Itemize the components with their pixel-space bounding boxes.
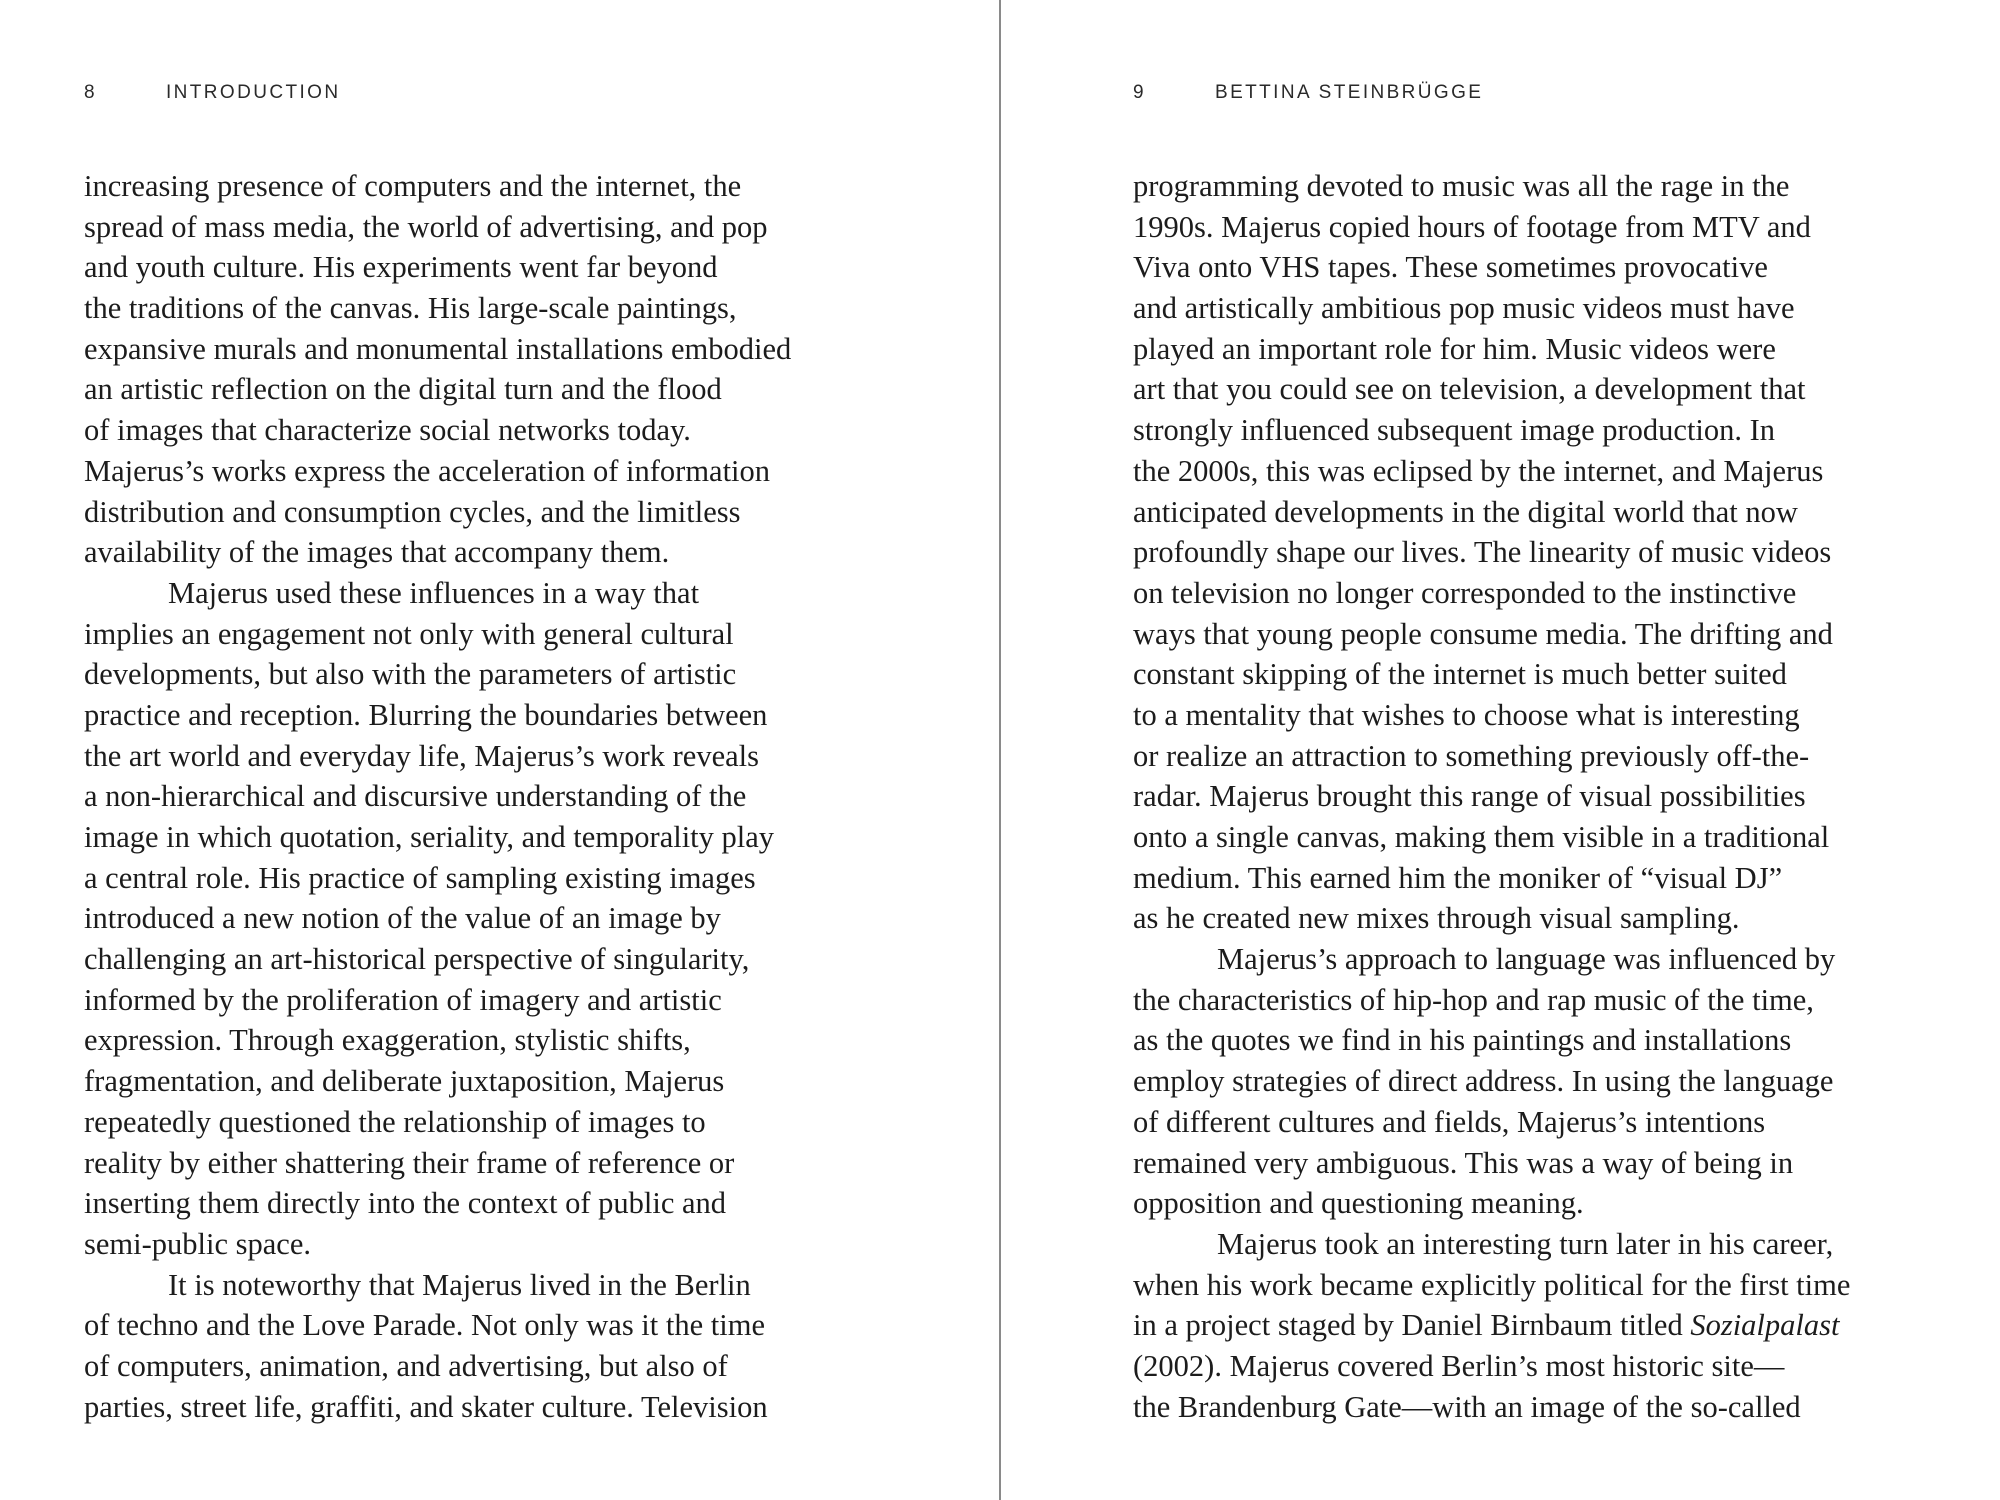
text-line-content: informed by the proliferation of imagery and artistic xyxy=(84,982,722,1017)
text-line-content: Majerus took an interesting turn later in his career, xyxy=(1217,1226,1834,1261)
text-line xyxy=(1133,736,1850,777)
text-line-content: or realize an attraction to something previously off-the- xyxy=(1133,738,1810,773)
text-line xyxy=(1133,1143,1850,1184)
page-number: 9 xyxy=(1133,82,1146,103)
text-line xyxy=(84,736,791,777)
text-line-content: anticipated developments in the digital world that now xyxy=(1133,494,1798,529)
text-line xyxy=(84,939,791,980)
text-line xyxy=(84,1305,791,1346)
text-line xyxy=(1133,532,1850,573)
text-line-content: implies an engagement not only with general cultural xyxy=(84,616,734,651)
text-line-content: Majerus used these influences in a way that xyxy=(168,575,700,610)
text-line xyxy=(1133,614,1850,655)
text-line-content: on television no longer corresponded to the instinctive xyxy=(1133,575,1797,610)
text-line-content: the 2000s, this was eclipsed by the internet, and Majerus xyxy=(1133,453,1824,488)
text-line-content: practice and reception. Blurring the boundaries between xyxy=(84,697,768,732)
text-line-content: an artistic reflection on the digital turn and the flood xyxy=(84,372,722,407)
text-line-content: employ strategies of direct address. In using the language xyxy=(1133,1064,1834,1099)
text-line-content: as he created new mixes through visual sampling. xyxy=(1133,901,1740,936)
text-line-content: in a project staged by Daniel Birnbaum titled xyxy=(1133,1308,1691,1343)
text-line-content: availability of the images that accompany them. xyxy=(84,535,670,570)
text-line-content: developments, but also with the parameters of artistic xyxy=(84,657,737,692)
text-line xyxy=(1133,776,1850,817)
text-line-content: Viva onto VHS tapes. These sometimes provocative xyxy=(1133,250,1768,285)
text-line-content: of images that characterize social networks today. xyxy=(84,413,691,448)
italic-title: Sozialpalast xyxy=(1690,1308,1840,1343)
text-line-content: art that you could see on television, a development that xyxy=(1133,372,1806,407)
text-line xyxy=(1133,654,1850,695)
text-line-content: increasing presence of computers and the internet, the xyxy=(84,169,742,203)
text-line-content: image in which quotation, seriality, and temporality play xyxy=(84,820,775,854)
text-line-content: radar. Majerus brought this range of visual possibilities xyxy=(1133,779,1806,814)
text-line-content: strongly influenced subsequent image production. In xyxy=(1133,413,1776,448)
text-line-content: and artistically ambitious pop music videos must have xyxy=(1133,291,1795,326)
text-line xyxy=(84,817,791,858)
text-line-content: a non-hierarchical and discursive understanding of the xyxy=(84,779,747,814)
text-line xyxy=(84,207,791,248)
text-line-content: Majerus’s approach to language was influenced by xyxy=(1217,942,1836,977)
text-line xyxy=(84,1346,791,1387)
text-line-content: introduced a new notion of the value of an image by xyxy=(84,901,721,936)
text-line xyxy=(84,1183,791,1224)
text-line-content: fragmentation, and deliberate juxtaposition, Majerus xyxy=(84,1064,725,1099)
text-line xyxy=(84,288,791,329)
text-line xyxy=(1133,1061,1850,1102)
text-line-content: a central role. His practice of sampling existing images xyxy=(84,860,756,895)
text-line xyxy=(84,532,791,573)
text-line-content: expression. Through exaggeration, stylistic shifts, xyxy=(84,1023,691,1058)
text-line-content: the art world and everyday life, Majerus’s work reveals xyxy=(84,738,759,773)
text-line xyxy=(1133,898,1850,939)
text-line-content: the characteristics of hip-hop and rap music of the time, xyxy=(1133,982,1814,1017)
text-line xyxy=(84,166,791,207)
text-line xyxy=(84,492,791,533)
text-line xyxy=(1133,695,1850,736)
text-line xyxy=(1133,1346,1850,1387)
text-line-content: the Brandenburg Gate—with an image of the so-called xyxy=(1133,1389,1801,1424)
text-line xyxy=(1133,1102,1850,1143)
text-line-content: 1990s. Majerus copied hours of footage from MTV and xyxy=(1133,209,1811,244)
text-line xyxy=(1133,247,1850,288)
text-line xyxy=(1133,369,1850,410)
text-line-content: as the quotes we find in his paintings and installations xyxy=(1133,1023,1792,1058)
text-line xyxy=(84,654,791,695)
running-head: BETTINA STEINBRÜGGE xyxy=(1215,82,1484,103)
text-line-content: challenging an art-historical perspective of singularity, xyxy=(84,942,750,977)
body-text xyxy=(1133,166,1850,1427)
text-line xyxy=(1133,166,1850,207)
text-line-content: semi-public space. xyxy=(84,1226,311,1261)
text-line xyxy=(84,369,791,410)
text-line xyxy=(1133,1020,1850,1061)
text-line-content: expansive murals and monumental installations embodied xyxy=(84,331,792,366)
text-line xyxy=(1133,451,1850,492)
text-line xyxy=(1133,573,1850,614)
text-line-content: repeatedly questioned the relationship of images to xyxy=(84,1104,706,1139)
text-line-content: played an important role for him. Music videos were xyxy=(1133,331,1776,366)
text-line xyxy=(1133,1265,1850,1306)
text-line-content: to a mentality that wishes to choose what is interesting xyxy=(1133,697,1800,732)
text-line xyxy=(84,1102,791,1143)
text-line xyxy=(1133,492,1850,533)
text-line-content: of computers, animation, and advertising, but also of xyxy=(84,1348,728,1383)
page-number: 8 xyxy=(84,82,97,103)
text-line xyxy=(1133,207,1850,248)
text-line xyxy=(84,410,791,451)
text-line xyxy=(1133,858,1850,899)
text-line-content: programming devoted to music was all the rage in the xyxy=(1133,169,1790,203)
text-line xyxy=(84,1020,791,1061)
text-line xyxy=(84,898,791,939)
text-line xyxy=(84,1265,791,1306)
text-line xyxy=(84,1224,791,1265)
text-line xyxy=(84,1387,791,1428)
text-line-content: when his work became explicitly political for the first time xyxy=(1133,1267,1851,1302)
text-line-content: reality by either shattering their frame of reference or xyxy=(84,1145,735,1180)
text-line-content: the traditions of the canvas. His large-scale paintings, xyxy=(84,291,737,326)
text-line xyxy=(84,329,791,370)
text-line xyxy=(84,451,791,492)
right-page xyxy=(1000,0,2000,1500)
text-line xyxy=(84,776,791,817)
body-text xyxy=(84,166,791,1427)
text-line-content: onto a single canvas, making them visible in a traditional xyxy=(1133,820,1830,854)
text-line xyxy=(84,573,791,614)
text-line xyxy=(1133,980,1850,1021)
text-line xyxy=(1133,1224,1850,1265)
text-line xyxy=(1133,329,1850,370)
text-line xyxy=(1133,1387,1850,1428)
text-line-content: opposition and questioning meaning. xyxy=(1133,1186,1584,1221)
text-line-content: medium. This earned him the moniker of “visual DJ” xyxy=(1133,860,1783,895)
text-line xyxy=(1133,939,1850,980)
text-line-content: profoundly shape our lives. The linearity of music videos xyxy=(1133,535,1832,570)
text-line xyxy=(1133,1183,1850,1224)
text-line xyxy=(1133,410,1850,451)
text-line xyxy=(84,858,791,899)
text-line xyxy=(84,695,791,736)
text-line-content: of different cultures and fields, Majerus’s intentions xyxy=(1133,1104,1766,1139)
running-head: INTRODUCTION xyxy=(166,82,341,103)
text-line xyxy=(1133,288,1850,329)
text-line-content: parties, street life, graffiti, and skater culture. Television xyxy=(84,1389,768,1424)
text-line-content: spread of mass media, the world of advertising, and pop xyxy=(84,209,768,244)
text-line xyxy=(1133,817,1850,858)
text-line-content: (2002). Majerus covered Berlin’s most historic site— xyxy=(1133,1348,1785,1383)
text-line xyxy=(84,1061,791,1102)
text-line-content: It is noteworthy that Majerus lived in the Berlin xyxy=(168,1267,751,1302)
text-line-content: constant skipping of the internet is much better suited xyxy=(1133,657,1787,692)
text-line-content: and youth culture. His experiments went far beyond xyxy=(84,250,718,285)
text-line-content: inserting them directly into the context of public and xyxy=(84,1186,727,1221)
text-line xyxy=(84,980,791,1021)
text-line-content: ways that young people consume media. The drifting and xyxy=(1133,616,1833,651)
text-line-content: remained very ambiguous. This was a way of being in xyxy=(1133,1145,1794,1180)
text-line xyxy=(84,1143,791,1184)
text-line xyxy=(84,614,791,655)
text-line-content: distribution and consumption cycles, and the limitless xyxy=(84,494,741,529)
text-line xyxy=(84,247,791,288)
text-line-content: of techno and the Love Parade. Not only was it the time xyxy=(84,1308,765,1343)
text-line xyxy=(1133,1305,1850,1346)
text-line-content: Majerus’s works express the acceleration of information xyxy=(84,453,771,488)
